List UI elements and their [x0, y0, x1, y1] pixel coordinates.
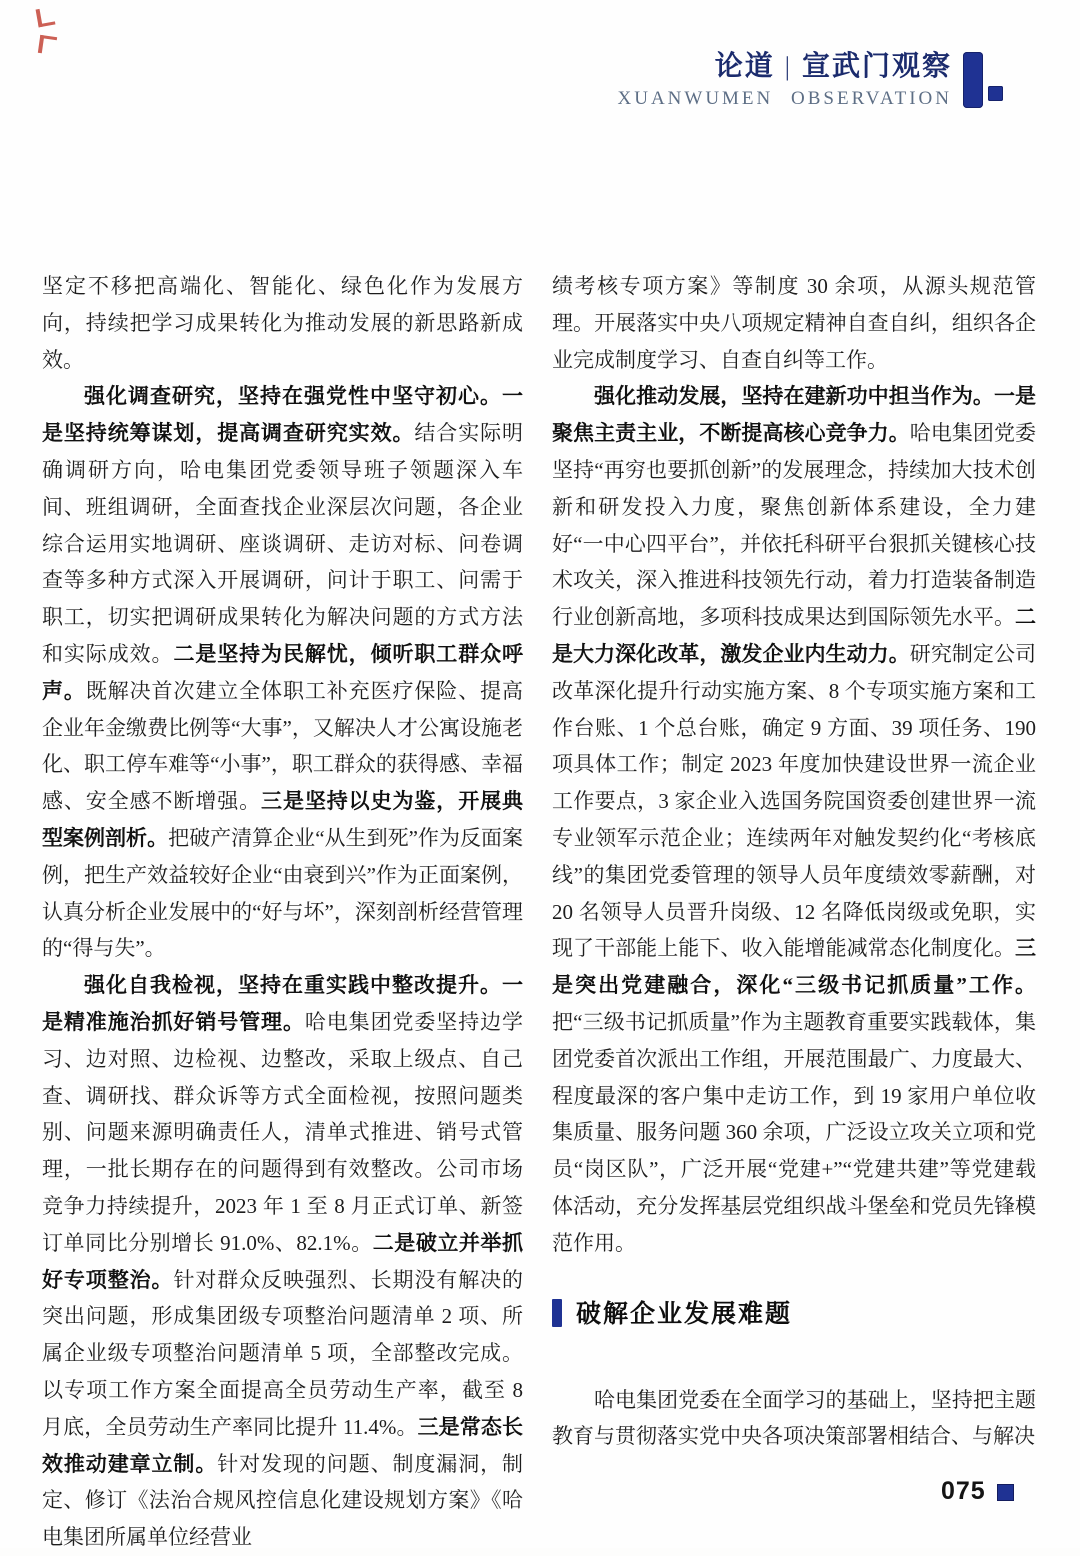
paragraph [42, 967, 523, 1556]
lead-emphasis-text: 三是常态长效推动建章立制。 [42, 1414, 523, 1476]
column-title-zh [618, 50, 953, 84]
section-heading [552, 1298, 1036, 1332]
body-text: 结合实际明确调研方向，哈电集团党委领导班子领题深入车间、班组调研，全面查找企业深层次问题，各企业综合运用实地调研、座谈调研、走访对标、问卷调查等多种方式深入开展调研，问计于职工、问需于职工，切实把调研成果转化为解决问题的方式方法和实际成效。 [42, 421, 524, 666]
article-column-left [42, 268, 523, 1556]
paragraph [42, 378, 523, 967]
lead-emphasis-text: 三是突出党建融合，深化“三级书记抓质量”工作。 [552, 936, 1036, 998]
body-text: 既解决首次建立全体职工补充医疗保险、提高企业年金缴费比例等“大事”，又解决人才公寓设施老化、职工停车难等“小事”，职工群众的获得感、幸福感、安全感不断增强。 [42, 678, 524, 814]
lead-emphasis-text: 一是坚持统筹谋划，提高调查研究实效。 [42, 384, 523, 446]
body-text: 针对发现的问题、制度漏洞，制定、修订《法治合规风控信息化建设规划方案》《哈电集团所属单位经营业 [42, 1451, 524, 1550]
red-proof-mark-icon [38, 35, 57, 55]
body-text: 哈电集团党委坚持边学习、边对照、边检视、边整改，采取上级点、自己查、调研找、群众诉等方式全面检视，按照问题类别、问题来源明确责任人，清单式推进、销号式管理，一批长期存在的问题得到有效整改。公司市场竞争力持续提升，2023 年 1 至 8 月正式订单、新签订单同比分别增长 91.0%、82.1%。 [42, 1009, 524, 1255]
body-text: 绩考核专项方案》等制度 30 余项，从源头规范管理。开展落实中央八项规定精神自查自纠，组织各企业完成制度学习、自查自纠等工作。 [552, 274, 1036, 372]
page-number-square-icon [997, 1484, 1014, 1501]
section-heading-text: 破解企业发展难题 [576, 1300, 793, 1328]
lead-emphasis-text: 二是大力深化改革，激发企业内生动力。 [552, 605, 1036, 666]
brand-bar-square-icon [963, 52, 1003, 110]
lead-emphasis-text: 一是聚焦主责主业，不断提高核心竞争力。 [552, 384, 1037, 446]
brand-square-icon [988, 86, 1003, 101]
body-text: 研究制定公司改革深化提升行动实施方案、8 个专项实施方案和工作台账、1 个总台账，确定 9 方面、39 项任务、190 项具体工作；制定 2023 年度加快建设世界一流企业工作要点，3 家企业入选国务院国资委创建世界一流专业领军示范企业；连续两年对触发契约化“考核底线”的集团党委管理的领导人员年度绩效零薪酬，对 20 名领导人员晋升岗级、12 名降低岗级或免职，实现了干部能上能下、收入能增能减常态化制度化。 [552, 641, 1037, 961]
page-number: 075 [941, 1477, 986, 1505]
red-proof-mark-icon [36, 7, 56, 28]
paragraph [42, 268, 523, 378]
lead-emphasis-text: 二是破立并举抓好专项整治。 [42, 1230, 523, 1292]
body-text: 针对群众反映强烈、长期没有解决的突出问题，形成集团级专项整治问题清单 2 项、所属企业级专项整治问题清单 5 项，全部整改完成。以专项工作方案全面提高全员劳动生产率，截至 8 月底，全员劳动生产率同比提升 11.4%。 [42, 1267, 524, 1439]
lead-emphasis-text: 三是坚持以史为鉴，开展典型案例剖析。 [42, 789, 523, 850]
column-title-zh-right: 宣武门观察 [801, 51, 952, 82]
column-title-en: XUANWUMEN OBSERVATION [617, 88, 952, 109]
lead-emphasis-text: 二是坚持为民解忧，倾听职工群众呼声。 [42, 641, 524, 703]
body-text: 把“三级书记抓质量”作为主题教育重要实践载体，集团党委首次派出工作组，开展范围最广、力度最大、程度最深的客户集中走访工作，到 19 家用户单位收集质量、服务问题 360 余项，广泛设立攻关立项和党员“岗区队”，广泛开展“党建+”“党建共建”等党建载体活动，充分发挥基层党组织战斗堡垒和党员先锋模范作用。 [552, 1009, 1036, 1255]
body-text: 坚定不移把高端化、智能化、绿色化作为发展方向，持续把学习成果转化为推动发展的新思路新成效。 [42, 274, 523, 372]
title-divider: | [784, 52, 792, 81]
body-text: 把破产清算企业“从生到死”作为反面案例，把生产效益较好企业“由衰到兴”作为正面案例，认真分析企业发展中的“好与坏”，深刻剖析经营管理的“得与失”。 [42, 825, 523, 961]
paragraph [552, 378, 1036, 1261]
body-text: 哈电集团党委坚持“再穷也要抓创新”的发展理念，持续加大技术创新和研发投入力度，聚焦创新体系建设，全力建好“一中心四平台”，并依托科研平台狠抓关键核心技术攻关，深入推进科技领先行动，着力打造装备制造行业创新高地，多项科技成果达到国际领先水平。 [552, 421, 1037, 630]
heading-accent-bar-icon [552, 1299, 562, 1327]
brand-vertical-bar-icon [963, 52, 983, 108]
page-header [618, 50, 953, 110]
paragraph [552, 268, 1036, 378]
body-text: 哈电集团党委在全面学习的基础上，坚持把主题教育与贯彻落实党中央各项决策部署相结合、与解决 [552, 1387, 1036, 1449]
lead-emphasis-text: 一是精准施治抓好销号管理。 [42, 973, 523, 1034]
lead-emphasis-text: 强化调查研究，坚持在强党性中坚守初心。 [84, 384, 502, 409]
lead-emphasis-text: 强化自我检视，坚持在重实践中整改提升。 [84, 973, 502, 998]
column-title-zh-left: 论道 [714, 51, 775, 82]
lead-emphasis-text: 强化推动发展，坚持在建新功中担当作为。 [594, 384, 994, 409]
article-column-right [552, 268, 1036, 1455]
paragraph [552, 1382, 1036, 1456]
